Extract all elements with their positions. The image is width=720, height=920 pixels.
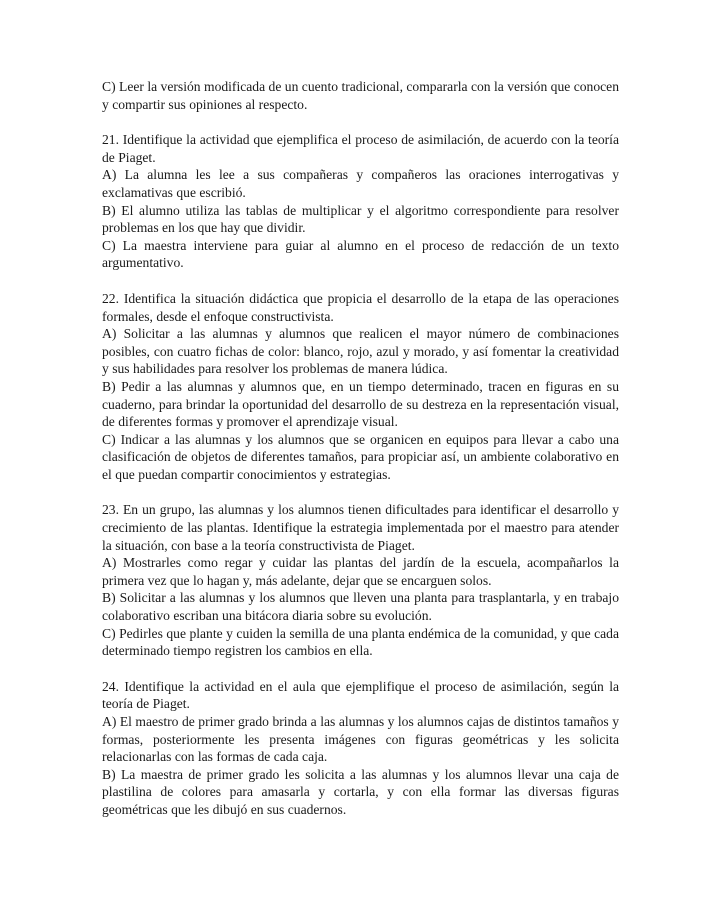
question-stem: 24. Identifique la actividad en el aula que ejemplifique el proceso de asimilación, según la teoría de Piaget. [102, 678, 619, 712]
question-stem: 22. Identifica la situación didáctica que propicia el desarrollo de la etapa de las operaciones formales, desde el enfoque constructivista. [102, 290, 619, 324]
option-a: A) El maestro de primer grado brinda a las alumnas y los alumnos cajas de distintos tamaños y formas, posteriormente les presenta imágenes con figuras geométricas y les solicita relacionarlas con las formas de cada caja. [102, 714, 619, 765]
document-page [102, 78, 619, 819]
option-text: C) Leer la versión modificada de un cuento tradicional, compararla con la versión que conocen y compartir sus opiniones al respecto. [102, 79, 619, 112]
option-b: B) El alumno utiliza las tablas de multiplicar y el algoritmo correspondiente para resolver problemas en los que hay que dividir. [102, 202, 619, 236]
question-21 [102, 131, 619, 272]
question-24 [102, 678, 619, 819]
option-b: B) La maestra de primer grado les solicita a las alumnas y los alumnos llevar una caja de plastilina de colores para amasarla y cortarla, y con ella formar las diversas figuras geométricas que les dibujó en sus cuadernos. [102, 766, 619, 817]
option-a: A) Mostrarles como regar y cuidar las plantas del jardín de la escuela, acompañarlos la primera vez que lo hagan y, más adelante, dejar que se encarguen solos. [102, 555, 619, 588]
option-c: C) La maestra interviene para guiar al alumno en el proceso de redacción de un texto argumentativo. [102, 237, 619, 271]
option-c: C) Pedirles que plante y cuiden la semilla de una planta endémica de la comunidad, y que cada determinado tiempo registren los cambios en ella. [102, 625, 619, 659]
option-a: A) Solicitar a las alumnas y alumnos que realicen el mayor número de combinaciones posibles, con cuatro fichas de color: blanco, rojo, azul y morado, y así fomentar la creatividad y sus habilidades para resolver los problemas de manera lúdica. [102, 326, 619, 377]
question-stem: 23. En un grupo, las alumnas y los alumnos tienen dificultades para identificar el desarrollo y crecimiento de las plantas. Identifique la estrategia implementada por el maestro para atender la situación, con base a la teoría constructivista de Piaget. [102, 502, 619, 553]
option-c: C) Indicar a las alumnas y los alumnos que se organicen en equipos para llevar a cabo una clasificación de objetos de diferentes tamaños, para propiciar así, un ambiente colaborativo en el que puedan compartir conocimientos y estrategias. [102, 431, 619, 482]
question-22 [102, 290, 619, 484]
intro-block [102, 78, 619, 113]
question-stem: 21. Identifique la actividad que ejemplifica el proceso de asimilación, de acuerdo con la teoría de Piaget. [102, 132, 619, 165]
option-a: A) La alumna les lee a sus compañeras y compañeros las oraciones interrogativas y exclamativas que escribió. [102, 167, 619, 200]
option-b: B) Solicitar a las alumnas y los alumnos que lleven una planta para trasplantarla, y en trabajo colaborativo escriban una bitácora diaria sobre su evolución. [102, 590, 619, 624]
option-b: B) Pedir a las alumnas y alumnos que, en un tiempo determinado, tracen en figuras en su cuaderno, para brindar la oportunidad del desarrollo de su destreza en la representación visual, de diferentes formas y promover el aprendizaje visual. [102, 378, 619, 430]
question-23 [102, 501, 619, 659]
